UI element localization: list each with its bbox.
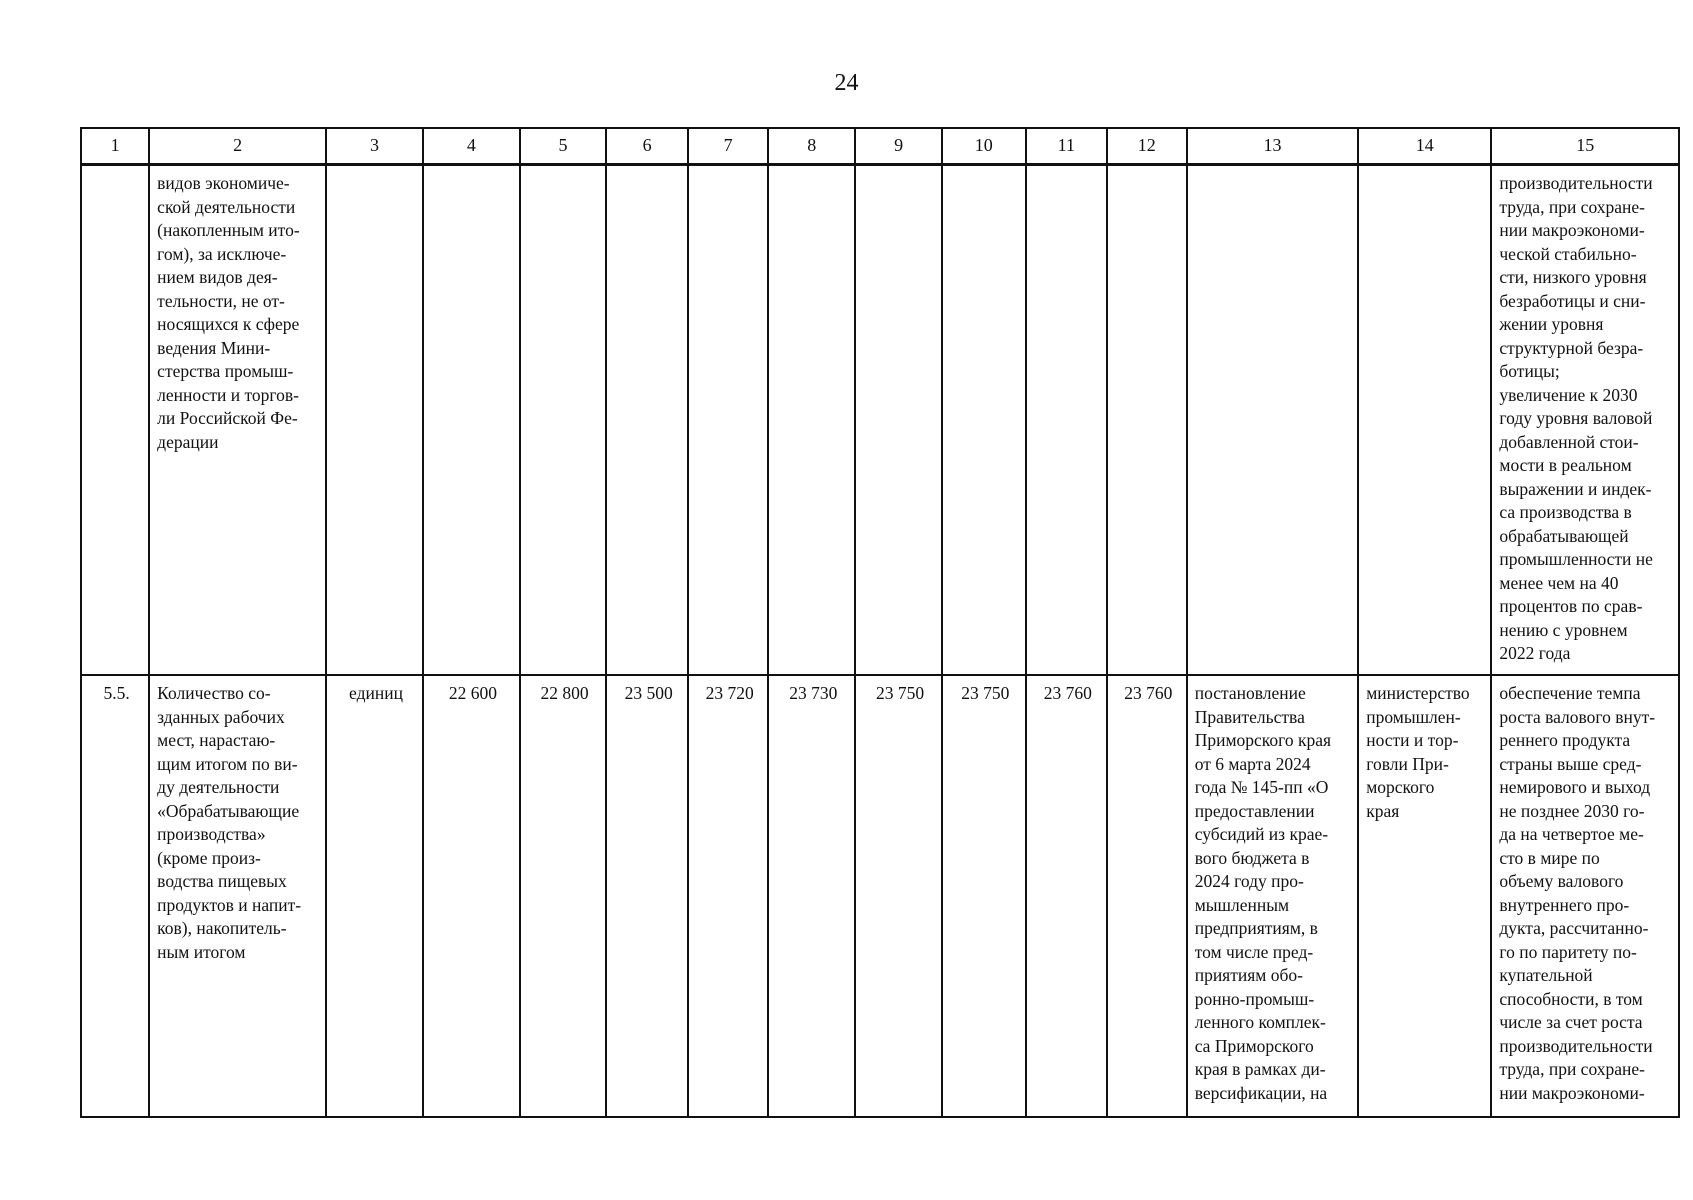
cell-empty	[326, 165, 423, 676]
header-col-12: 12	[1107, 128, 1187, 165]
cell-empty	[1026, 165, 1107, 676]
cell-empty	[1358, 165, 1491, 676]
cell-value-col4: 22 600	[423, 675, 520, 1117]
header-col-11: 11	[1026, 128, 1107, 165]
cell-value-col10: 23 750	[942, 675, 1026, 1117]
cell-unit: единиц	[326, 675, 423, 1117]
header-col-13: 13	[1187, 128, 1359, 165]
indicator-table	[80, 127, 1680, 1118]
page-number: 24	[834, 70, 859, 96]
cell-value-col7: 23 720	[688, 675, 768, 1117]
header-col-1: 1	[81, 128, 149, 165]
header-row	[81, 128, 1679, 165]
cell-indicator: Количество со- зданных рабочих мест, нарастаю- щим итогом по ви- ду деятельности «Обрабатывающие производства» (кроме произ- водства пищевых продуктов и напит- ков), накопитель- ным итогом	[149, 675, 326, 1117]
header-col-6: 6	[606, 128, 688, 165]
cell-row-number: 5.5.	[81, 675, 149, 1117]
table-row-continuation	[81, 165, 1679, 676]
cell-empty	[606, 165, 688, 676]
cell-empty	[423, 165, 520, 676]
cell-value-col11: 23 760	[1026, 675, 1107, 1117]
cell-value-col9: 23 750	[855, 675, 941, 1117]
header-col-3: 3	[326, 128, 423, 165]
header-col-5: 5	[520, 128, 606, 165]
cell-value-col6: 23 500	[606, 675, 688, 1117]
header-col-7: 7	[688, 128, 768, 165]
cell-empty	[768, 165, 855, 676]
cell-goal-continuation: производительности труда, при сохране- нии макроэкономи- ческой стабильно- сти, низкого уровня безработицы и сни- жении уровня структурной безра- ботицы; увеличение к 2030 году уровня валовой добавленной стои- мости в реальном выражении и индек- са производства в обрабатывающей промышленности не менее чем на 40 процентов по срав- нению с уровнем 2022 года	[1491, 165, 1679, 676]
cell-empty	[81, 165, 149, 676]
header-col-8: 8	[768, 128, 855, 165]
header-col-9: 9	[855, 128, 941, 165]
cell-goal: обеспечение темпа роста валового внут- реннего продукта страны выше сред- немирового и выход не позднее 2030 го- да на четвертое ме- сто в мире по объему валового внутреннего про- дукта, рассчитанно- го по паритету по- купательной способности, в том числе за счет роста производительности труда, при сохране- нии макроэкономи-	[1491, 675, 1679, 1117]
header-col-15: 15	[1491, 128, 1679, 165]
cell-empty	[520, 165, 606, 676]
cell-indicator-continuation: видов экономиче- ской деятельности (накопленным ито- гом), за исключе- нием видов дея- тельности, не от- носящихся к сфере ведения Мини- стерства промыш- ленности и торгов- ли Российской Фе- дерации	[149, 165, 326, 676]
cell-value-col8: 23 730	[768, 675, 855, 1117]
table-row-5-5	[81, 675, 1679, 1117]
cell-empty	[688, 165, 768, 676]
header-col-2: 2	[149, 128, 326, 165]
header-col-14: 14	[1358, 128, 1491, 165]
header-col-10: 10	[942, 128, 1026, 165]
cell-empty	[1107, 165, 1187, 676]
cell-responsible: министерство промышлен- ности и тор- говли При- морского края	[1358, 675, 1491, 1117]
header-col-4: 4	[423, 128, 520, 165]
table-header	[81, 128, 1679, 165]
cell-document: постановление Правительства Приморского края от 6 марта 2024 года № 145-пп «О предоставлении субсидий из крае- вого бюджета в 2024 году про- мышленным предприятиям, в том числе пред- приятиям обо- ронно-промыш- ленного комплек- са Приморского края в рамках ди- версификации, на	[1187, 675, 1359, 1117]
cell-empty	[942, 165, 1026, 676]
cell-empty	[1187, 165, 1359, 676]
cell-value-col12: 23 760	[1107, 675, 1187, 1117]
cell-empty	[855, 165, 941, 676]
cell-value-col5: 22 800	[520, 675, 606, 1117]
